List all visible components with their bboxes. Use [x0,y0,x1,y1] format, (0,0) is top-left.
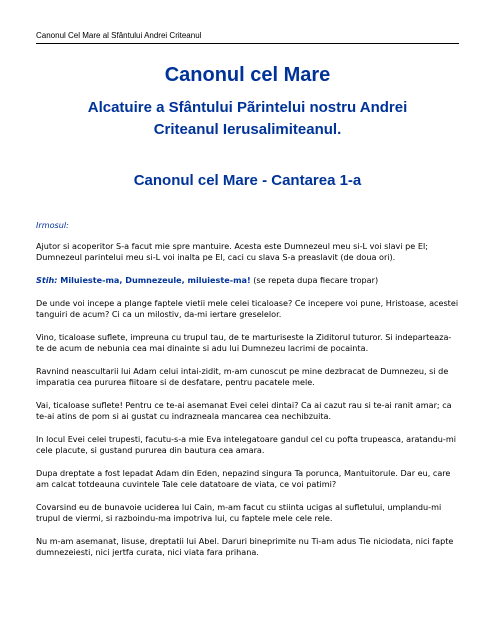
troparion-paragraph: Vai, ticaloase suflete! Pentru ce te-ai asemanat Evei celei dintai? Ca ai cazut rau si te-ai ranit amar; ca te-ai atins de pom si ai gustat cu indrazneala mancarea cea nechibzuita. [36,400,452,421]
stih-label: Stih: [36,275,58,285]
stih-refrain: Miluieste-ma, Dumnezeule, miluieste-ma! [57,275,251,285]
troparion-paragraph: Ravnind neascultarii lui Adam celui intai-zidit, m-am cunoscut pe mine dezbracat de Dumnezeu, si de imparatia cea pururea fiitoare si de desfatare, pentru pacatele mele. [36,366,449,387]
irmos-paragraph: Ajutor si acoperitor S-a facut mie spre mantuire. Acesta este Dumnezeul meu si-L voi slavi pe El; Dumnezeul parintelui meu si-L voi inalta pe El, caci cu slava S-a preaslavit (de doua ori). [36,241,428,262]
stih-paragraph [36,275,459,286]
document-body [36,220,459,570]
troparion-paragraph: De unde voi incepe a plange faptele vietii mele celei ticaloase? Ce incepere voi pune, Hristoase, acestei tanguiri de acum? Ci ca un milostiv, da-mi iertare greselelor. [36,298,459,319]
troparion-paragraph: Dupa dreptate a fost lepadat Adam din Eden, nepazind singura Ta porunca, Mantuitorule. Dar eu, care am calcat totdeauna cuvintele Tale cele datatoare de viata, ce voi patimi? [36,468,451,489]
irmos-label: Irmosul: [36,220,69,230]
document-subtitle: Alcatuire a Sfântului Pãrintelui nostru Andrei Criteanul Ierusalimiteanul. [87,99,408,138]
running-header: Canonul Cel Mare al Sfântului Andrei Criteanul [36,31,202,40]
document-title: Canonul cel Mare [164,64,331,86]
troparion-paragraph: In locul Evei celei trupesti, facutu-s-a mie Eva intelegatoare gandul cel cu pofta trupeasca, aratandu-mi cele placute, si gustand pururea din bautura cea amara. [36,434,456,455]
section-title: Canonul cel Mare - Cantarea 1-a [133,172,362,189]
header-rule [36,43,459,44]
troparion-paragraph: Vino, ticaloase suflete, impreuna cu trupul tau, de te marturiseste la Ziditorul tuturor. Si indeparteaza-te de acum de nebunia cea mai dinainte si adu lui Dumnezeu lacrimi de pocainta. [36,332,452,353]
troparion-paragraph: Covarsind eu de bunavoie uciderea lui Cain, m-am facut cu stiinta ucigas al sufletului, umplandu-mi trupul de viermi, si razboindu-ma impotriva lui, cu faptele mele cele rele. [36,502,442,523]
troparion-paragraph: Nu m-am asemanat, Iisuse, dreptatii lui Abel. Daruri bineprimite nu Ti-am adus Tie niciodata, nici fapte dumnezeiesti, nici jertfa curata, nici viata fara prihana. [36,536,454,557]
stih-note: (se repeta dupa fiecare tropar) [250,275,379,285]
